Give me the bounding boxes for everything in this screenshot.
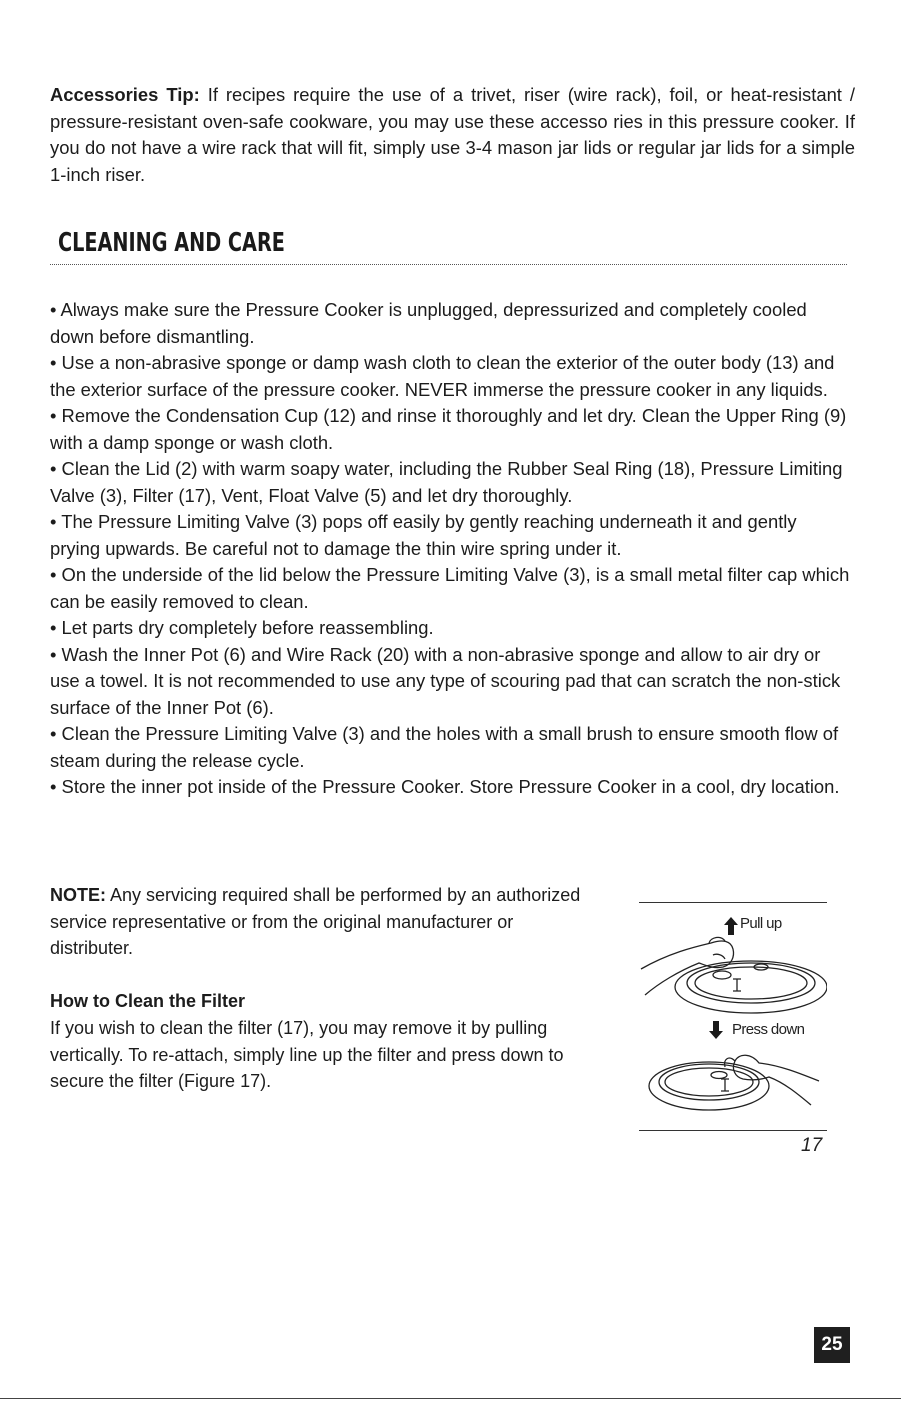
list-item: • Clean the Pressure Limiting Valve (3) and the holes with a small brush to ensure smooth flow of steam during the release cycle. xyxy=(50,723,839,771)
accessories-tip-label: Accessories Tip: xyxy=(50,84,200,105)
note-label: NOTE: xyxy=(50,885,106,905)
list-item: • Let parts dry completely before reassembling. xyxy=(50,617,434,638)
servicing-note xyxy=(50,882,590,962)
filter-instructions: If you wish to clean the filter (17), you may remove it by pulling vertically. To re-attach, simply line up the filter and press down to secure the filter (Figure 17). xyxy=(50,1018,564,1091)
list-item: • On the underside of the lid below the Pressure Limiting Valve (3), is a small metal filter cap which can be easily removed to clean. xyxy=(50,564,850,612)
list-item: • Remove the Condensation Cup (12) and rinse it thoroughly and let dry. Clean the Upper Ring (9) with a damp sponge or wash cloth. xyxy=(50,405,847,453)
pull-up-label: Pull up xyxy=(740,915,782,932)
filter-heading: How to Clean the Filter xyxy=(50,991,246,1011)
filter-cap xyxy=(713,971,731,979)
list-item: • The Pressure Limiting Valve (3) pops off easily by gently reaching underneath it and gently prying upwards. Be careful not to damage the thin wire spring under it. xyxy=(50,511,797,559)
list-item: • Always make sure the Pressure Cooker is unplugged, depressurized and completely cooled down before dismantling. xyxy=(50,299,807,347)
page-number: 25 xyxy=(814,1327,850,1363)
arrow-up-icon xyxy=(724,917,738,935)
bottom-divider xyxy=(0,1398,901,1399)
hand-top xyxy=(641,941,734,995)
figure-number: 17 xyxy=(801,1135,823,1156)
section-heading xyxy=(50,228,847,265)
lid-outer-rim xyxy=(675,961,827,1013)
list-item: • Wash the Inner Pot (6) and Wire Rack (20) with a non-abrasive sponge and allow to air dry or use a towel. It is not recommended to use any type of scouring pad that can scratch the non-stick surface of the Inner Pot (6). xyxy=(50,643,841,718)
filter-figure xyxy=(639,902,827,1131)
list-item: • Use a non-abrasive sponge or damp wash cloth to clean the exterior of the outer body (13) and the exterior surface of the pressure cooker. NEVER immerse the pressure cooker in any liquids. xyxy=(50,352,835,400)
list-item: • Store the inner pot inside of the Pressure Cooker. Store Pressure Cooker in a cool, dry location. xyxy=(50,776,840,797)
cleaning-instructions-list xyxy=(50,297,850,801)
lid-inner-rim xyxy=(687,963,815,1003)
list-item: • Clean the Lid (2) with warm soapy water, including the Rubber Seal Ring (18), Pressure Limiting Valve (3), Filter (17), Vent, Float Valve (5) and let dry thoroughly. xyxy=(50,458,843,506)
accessories-tip xyxy=(50,82,855,188)
press-down-label: Press down xyxy=(732,1021,805,1038)
hand-bottom xyxy=(733,1055,819,1105)
note-text: Any servicing required shall be performed by an authorized service representative or from the original manufacturer or distributer. xyxy=(50,885,581,958)
accessories-tip-text: If recipes require the use of a trivet, riser (wire rack), foil, or heat-resistant / pressure-resistant oven-safe cookware, you may use these accesso ries in this pressure cooker. If you do not have a wire rack that will fit, simply use 3-4 mason jar lids or regular jar lids for a simple 1-inch riser. xyxy=(50,84,856,185)
arrow-down-icon xyxy=(709,1021,723,1039)
section-title: CLEANING AND CARE xyxy=(58,228,285,258)
filter-illustration xyxy=(639,903,827,1130)
